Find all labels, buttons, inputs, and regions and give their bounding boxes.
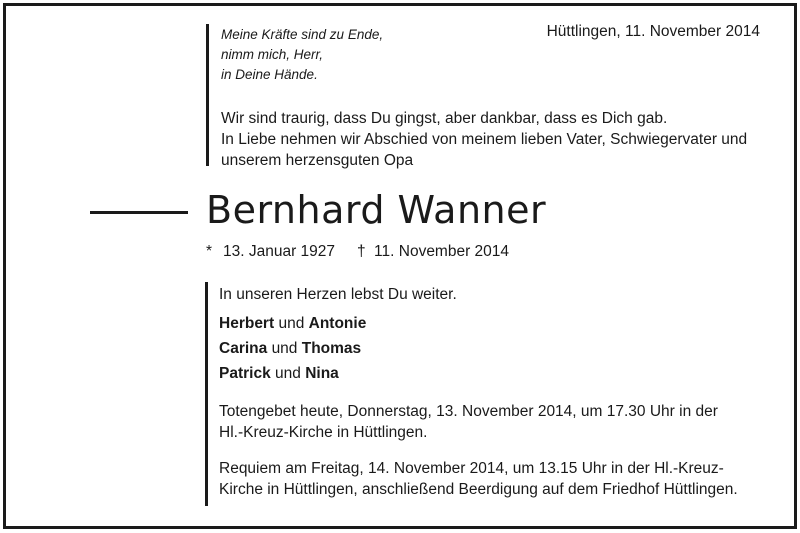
family-second: Antonie xyxy=(308,315,367,332)
quote-line: nimm mich, Herr, xyxy=(221,47,324,62)
birth-date: 13. Januar 1927 xyxy=(223,243,336,260)
prayer-notice xyxy=(219,401,738,443)
family-list xyxy=(219,311,738,386)
requiem-line: Requiem am Freitag, 14. November 2014, um 13.15 Uhr in der Hl.-Kreuz- xyxy=(219,460,724,477)
family-first: Carina xyxy=(219,340,268,357)
life-dates xyxy=(206,243,509,261)
requiem-notice xyxy=(219,458,738,500)
intro-line: In Liebe nehmen wir Abschied von meinem lieben Vater, Schwiegervater und xyxy=(221,131,748,148)
quote-block xyxy=(221,25,383,85)
mourners-block xyxy=(219,284,738,500)
quote-line: in Deine Hände. xyxy=(221,67,318,82)
family-conj: und xyxy=(278,315,305,332)
family-conj: und xyxy=(275,365,301,382)
family-second: Thomas xyxy=(301,340,362,357)
quote-line: Meine Kräfte sind zu Ende, xyxy=(221,27,384,42)
birth-symbol: * xyxy=(206,243,213,260)
family-entry xyxy=(219,361,738,386)
family-conj: und xyxy=(271,340,298,357)
family-entry xyxy=(219,336,738,361)
family-second: Nina xyxy=(305,365,339,382)
death-symbol: † xyxy=(357,243,366,260)
death-date: 11. November 2014 xyxy=(374,243,510,260)
requiem-line: Kirche in Hüttlingen, anschließend Beerdigung auf dem Friedhof Hüttlingen. xyxy=(219,481,738,498)
name-dash xyxy=(90,211,188,214)
deceased-name: Bernhard Wanner xyxy=(206,188,547,232)
intro-line: Wir sind traurig, dass Du gingst, aber dankbar, dass es Dich gab. xyxy=(221,110,668,127)
top-vertical-rule xyxy=(206,24,209,166)
prayer-line: Hl.-Kreuz-Kirche in Hüttlingen. xyxy=(219,424,428,441)
place-date: Hüttlingen, 11. November 2014 xyxy=(546,23,760,40)
intro-text xyxy=(221,108,747,171)
bottom-vertical-rule xyxy=(205,282,208,506)
intro-line: unserem herzensguten Opa xyxy=(221,152,414,169)
family-first: Patrick xyxy=(219,365,271,382)
heart-line: In unseren Herzen lebst Du weiter. xyxy=(219,286,457,303)
family-first: Herbert xyxy=(219,315,275,332)
prayer-line: Totengebet heute, Donnerstag, 13. November 2014, um 17.30 Uhr in der xyxy=(219,403,718,420)
family-entry xyxy=(219,311,738,336)
